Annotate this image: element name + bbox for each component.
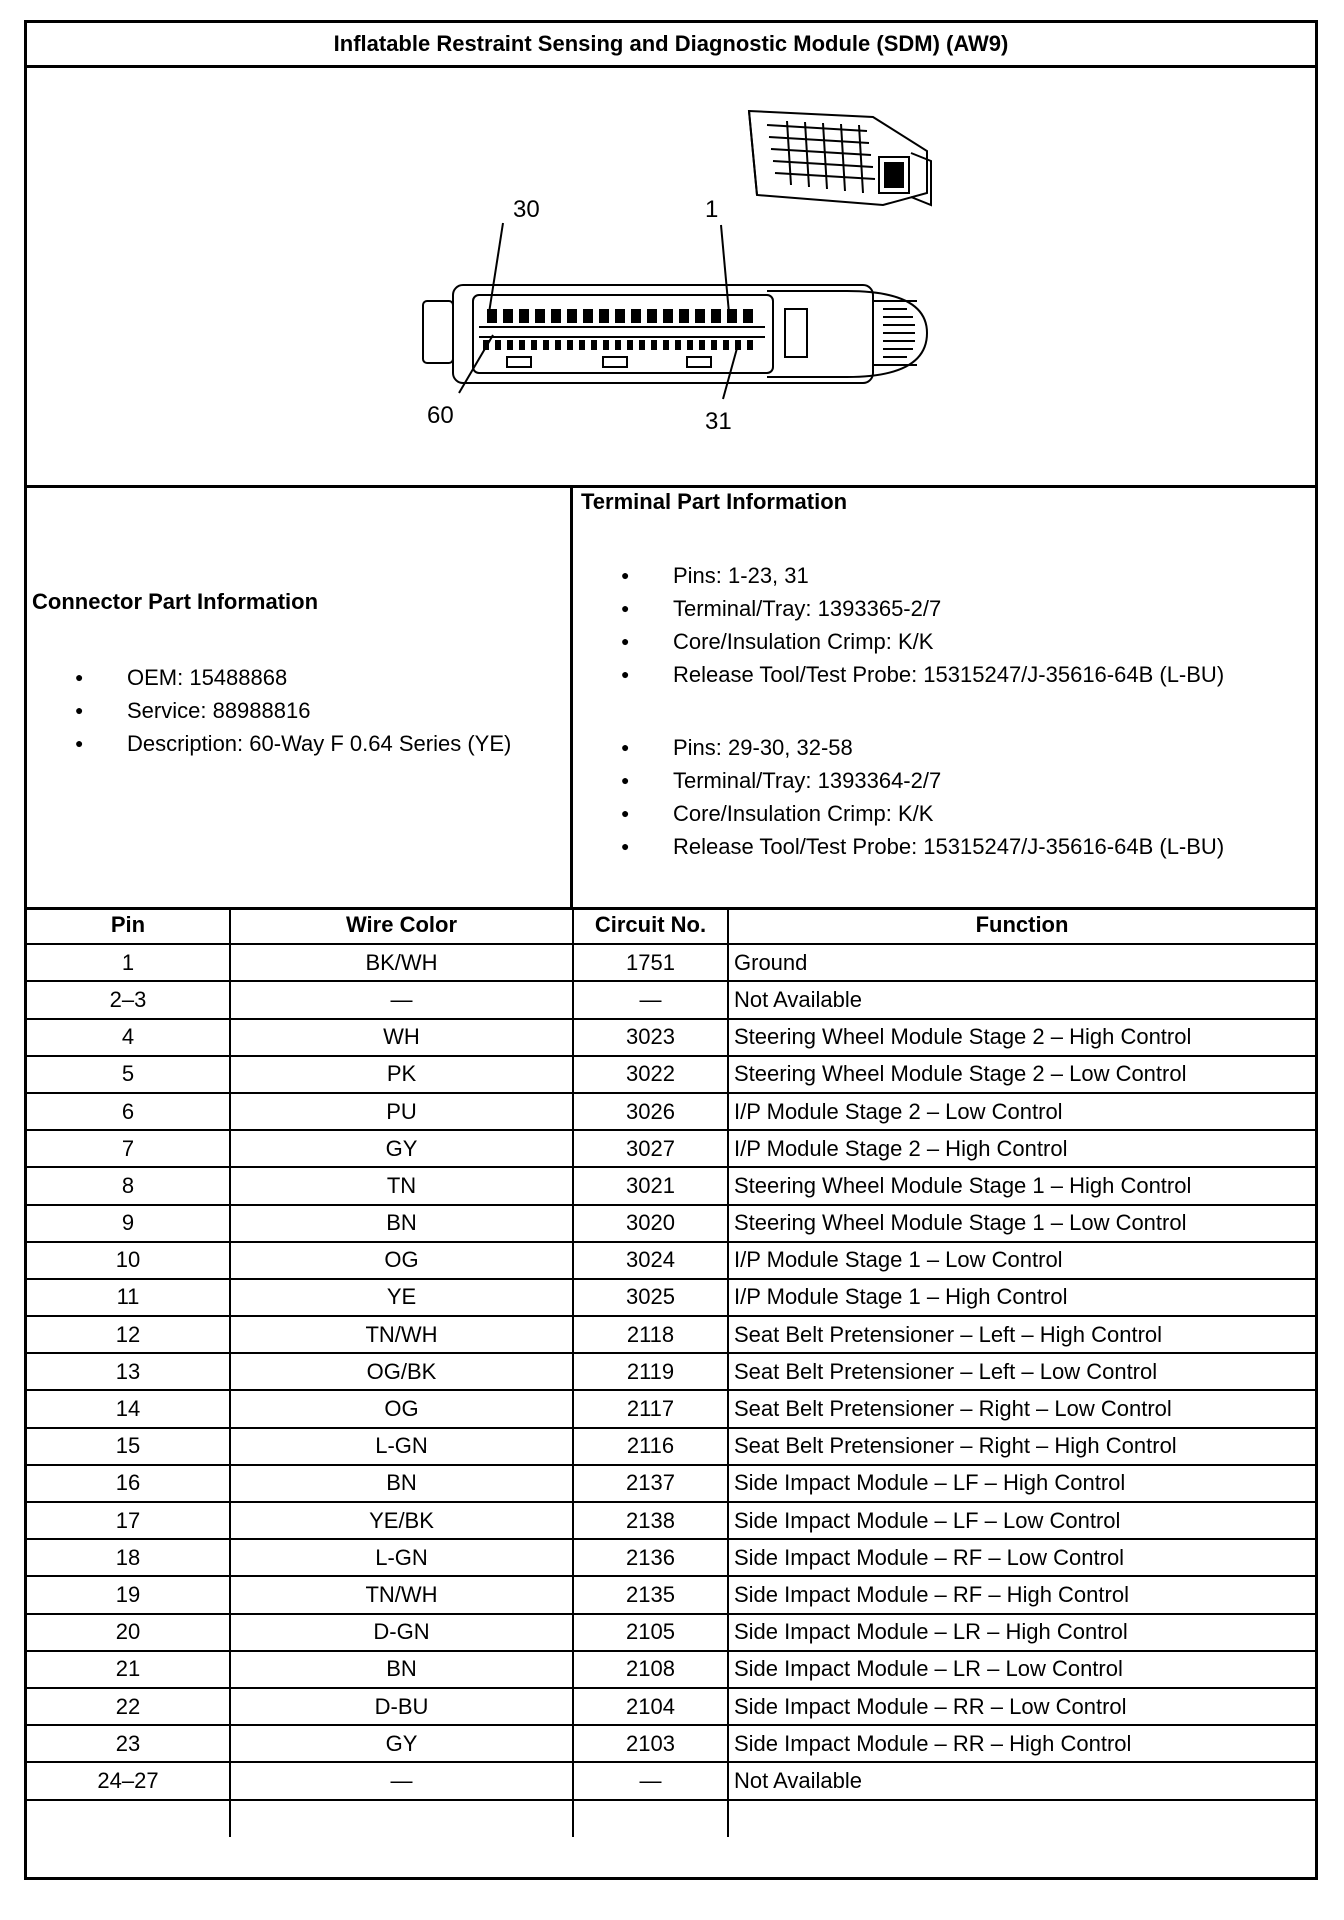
table-row — [27, 1019, 1315, 1056]
pin-cell: 19 — [27, 1576, 230, 1613]
function-cell: Not Available — [728, 1762, 1315, 1799]
pin-cell: 17 — [27, 1502, 230, 1539]
wire-cell: — — [230, 981, 573, 1018]
function-cell: Steering Wheel Module Stage 2 – Low Control — [728, 1056, 1315, 1093]
table-row — [27, 1167, 1315, 1204]
connector-isometric-icon — [749, 111, 931, 205]
wire-cell: PK — [230, 1056, 573, 1093]
wire-cell: BN — [230, 1205, 573, 1242]
function-cell: Ground — [728, 944, 1315, 981]
table-row — [27, 1242, 1315, 1279]
connector-info-item: ● Service: 88988816 — [27, 694, 511, 727]
pin-cell: 20 — [27, 1614, 230, 1651]
pin-cell: 13 — [27, 1353, 230, 1390]
wire-cell: D-BU — [230, 1688, 573, 1725]
wire-cell: YE/BK — [230, 1502, 573, 1539]
circuit-cell — [573, 1800, 728, 1837]
wire-cell: GY — [230, 1725, 573, 1762]
table-row — [27, 981, 1315, 1018]
function-cell: Seat Belt Pretensioner – Right – High Control — [728, 1428, 1315, 1465]
connector-info-heading: Connector Part Information — [32, 589, 319, 614]
table-row — [27, 1614, 1315, 1651]
pin-cell: 8 — [27, 1167, 230, 1204]
pin-cell: 6 — [27, 1093, 230, 1130]
circuit-cell: 2119 — [573, 1353, 728, 1390]
pin-cell: 11 — [27, 1279, 230, 1316]
sheet-title: Inflatable Restraint Sensing and Diagnostic Module (SDM) (AW9) — [27, 23, 1315, 68]
connector-sheet — [24, 20, 1318, 1880]
wire-cell: OG — [230, 1242, 573, 1279]
table-row — [27, 1093, 1315, 1130]
circuit-cell: 2108 — [573, 1651, 728, 1688]
function-cell: Side Impact Module – LR – High Control — [728, 1614, 1315, 1651]
wire-cell: BK/WH — [230, 944, 573, 981]
connector-info-item: ● OEM: 15488868 — [27, 661, 511, 694]
table-row — [27, 1651, 1315, 1688]
wire-cell: OG/BK — [230, 1353, 573, 1390]
terminal-info-list-2 — [573, 731, 1224, 863]
function-cell: I/P Module Stage 2 – Low Control — [728, 1093, 1315, 1130]
terminal-info-item: ● Release Tool/Test Probe: 15315247/J-35616-64B (L-BU) — [573, 830, 1224, 863]
circuit-cell: 2104 — [573, 1688, 728, 1725]
wire-cell: WH — [230, 1019, 573, 1056]
circuit-cell: — — [573, 1762, 728, 1799]
terminal-info-item: ● Release Tool/Test Probe: 15315247/J-35616-64B (L-BU) — [573, 658, 1224, 691]
pin-label-60: 60 — [427, 402, 454, 429]
table-row — [27, 944, 1315, 981]
circuit-cell: 3025 — [573, 1279, 728, 1316]
connector-front-view — [423, 285, 927, 383]
wire-cell: L-GN — [230, 1539, 573, 1576]
pin-cell: 23 — [27, 1725, 230, 1762]
circuit-cell: 3024 — [573, 1242, 728, 1279]
wire-cell: BN — [230, 1651, 573, 1688]
connector-diagram — [27, 65, 1315, 488]
function-cell: Side Impact Module – LF – Low Control — [728, 1502, 1315, 1539]
table-row — [27, 1576, 1315, 1613]
circuit-cell: — — [573, 981, 728, 1018]
function-cell: Side Impact Module – RR – Low Control — [728, 1688, 1315, 1725]
pin-cell: 2–3 — [27, 981, 230, 1018]
column-header-function: Function — [728, 907, 1315, 944]
table-row — [27, 1316, 1315, 1353]
wire-cell: — — [230, 1762, 573, 1799]
terminal-info-item: ● Terminal/Tray: 1393365-2/7 — [573, 592, 1224, 625]
function-cell: Steering Wheel Module Stage 1 – Low Control — [728, 1205, 1315, 1242]
function-cell: Not Available — [728, 981, 1315, 1018]
circuit-cell: 2135 — [573, 1576, 728, 1613]
pin-label-30: 30 — [513, 196, 540, 223]
connector-pin-row-top — [487, 309, 753, 323]
function-cell: Side Impact Module – RR – High Control — [728, 1725, 1315, 1762]
function-cell: Seat Belt Pretensioner – Left – Low Control — [728, 1353, 1315, 1390]
pin-cell: 4 — [27, 1019, 230, 1056]
function-cell: I/P Module Stage 2 – High Control — [728, 1130, 1315, 1167]
pin-cell: 22 — [27, 1688, 230, 1725]
connector-info-list — [27, 661, 511, 760]
function-cell: Side Impact Module – LR – Low Control — [728, 1651, 1315, 1688]
circuit-cell: 2137 — [573, 1465, 728, 1502]
table-row — [27, 1539, 1315, 1576]
table-row — [27, 1279, 1315, 1316]
wire-cell — [230, 1800, 573, 1837]
circuit-cell: 3020 — [573, 1205, 728, 1242]
table-row — [27, 1800, 1315, 1837]
pin-label-31: 31 — [705, 408, 732, 435]
table-row — [27, 1205, 1315, 1242]
function-cell: I/P Module Stage 1 – Low Control — [728, 1242, 1315, 1279]
pin-cell — [27, 1800, 230, 1837]
function-cell: Seat Belt Pretensioner – Right – Low Control — [728, 1390, 1315, 1427]
connector-pin-row-bottom — [483, 340, 753, 350]
connector-info-item: ● Description: 60-Way F 0.64 Series (YE) — [27, 727, 511, 760]
terminal-info-heading: Terminal Part Information — [581, 489, 848, 514]
circuit-cell: 3023 — [573, 1019, 728, 1056]
wire-cell: TN/WH — [230, 1576, 573, 1613]
circuit-cell: 3027 — [573, 1130, 728, 1167]
function-cell: Side Impact Module – RF – High Control — [728, 1576, 1315, 1613]
connector-drawing — [27, 65, 1315, 485]
circuit-cell: 2136 — [573, 1539, 728, 1576]
function-cell — [728, 1800, 1315, 1837]
pin-cell: 18 — [27, 1539, 230, 1576]
part-information — [27, 485, 1315, 910]
pin-cell: 5 — [27, 1056, 230, 1093]
function-cell: I/P Module Stage 1 – High Control — [728, 1279, 1315, 1316]
wire-cell: PU — [230, 1093, 573, 1130]
table-row — [27, 1688, 1315, 1725]
circuit-cell: 2117 — [573, 1390, 728, 1427]
function-cell: Steering Wheel Module Stage 2 – High Control — [728, 1019, 1315, 1056]
terminal-info-item: ● Terminal/Tray: 1393364-2/7 — [573, 764, 1224, 797]
pin-cell: 10 — [27, 1242, 230, 1279]
function-cell: Seat Belt Pretensioner – Left – High Control — [728, 1316, 1315, 1353]
wire-cell: L-GN — [230, 1428, 573, 1465]
table-row — [27, 1502, 1315, 1539]
pin-cell: 9 — [27, 1205, 230, 1242]
table-row — [27, 1130, 1315, 1167]
pin-cell: 21 — [27, 1651, 230, 1688]
table-row — [27, 1056, 1315, 1093]
pinout-table — [27, 907, 1315, 1837]
terminal-info-item: ● Core/Insulation Crimp: K/K — [573, 797, 1224, 830]
function-cell: Side Impact Module – LF – High Control — [728, 1465, 1315, 1502]
terminal-info-item: ● Core/Insulation Crimp: K/K — [573, 625, 1224, 658]
column-header-circuit: Circuit No. — [573, 907, 728, 944]
table-row — [27, 1353, 1315, 1390]
terminal-part-info — [573, 485, 1315, 907]
pin-cell: 24–27 — [27, 1762, 230, 1799]
circuit-cell: 1751 — [573, 944, 728, 981]
circuit-cell: 2138 — [573, 1502, 728, 1539]
circuit-cell: 3022 — [573, 1056, 728, 1093]
wire-cell: BN — [230, 1465, 573, 1502]
pin-cell: 7 — [27, 1130, 230, 1167]
circuit-cell: 3026 — [573, 1093, 728, 1130]
circuit-cell: 2103 — [573, 1725, 728, 1762]
wire-cell: TN — [230, 1167, 573, 1204]
table-header-row — [27, 907, 1315, 944]
wire-cell: TN/WH — [230, 1316, 573, 1353]
pin-cell: 16 — [27, 1465, 230, 1502]
terminal-info-list-1 — [573, 559, 1224, 691]
table-row — [27, 1465, 1315, 1502]
terminal-info-item: ● Pins: 1-23, 31 — [573, 559, 1224, 592]
connector-part-info — [27, 485, 573, 907]
pin-cell: 15 — [27, 1428, 230, 1465]
table-row — [27, 1725, 1315, 1762]
circuit-cell: 2118 — [573, 1316, 728, 1353]
table-row — [27, 1390, 1315, 1427]
column-header-wire-color: Wire Color — [230, 907, 573, 944]
column-header-pin: Pin — [27, 907, 230, 944]
wire-cell: OG — [230, 1390, 573, 1427]
pin-cell: 14 — [27, 1390, 230, 1427]
pin-label-1: 1 — [705, 196, 719, 223]
table-row — [27, 1762, 1315, 1799]
function-cell: Side Impact Module – RF – Low Control — [728, 1539, 1315, 1576]
terminal-info-item: ● Pins: 29-30, 32-58 — [573, 731, 1224, 764]
table-row — [27, 1428, 1315, 1465]
pin-cell: 1 — [27, 944, 230, 981]
wire-cell: GY — [230, 1130, 573, 1167]
wire-cell: YE — [230, 1279, 573, 1316]
circuit-cell: 2105 — [573, 1614, 728, 1651]
circuit-cell: 2116 — [573, 1428, 728, 1465]
pin-cell: 12 — [27, 1316, 230, 1353]
function-cell: Steering Wheel Module Stage 1 – High Control — [728, 1167, 1315, 1204]
circuit-cell: 3021 — [573, 1167, 728, 1204]
wire-cell: D-GN — [230, 1614, 573, 1651]
